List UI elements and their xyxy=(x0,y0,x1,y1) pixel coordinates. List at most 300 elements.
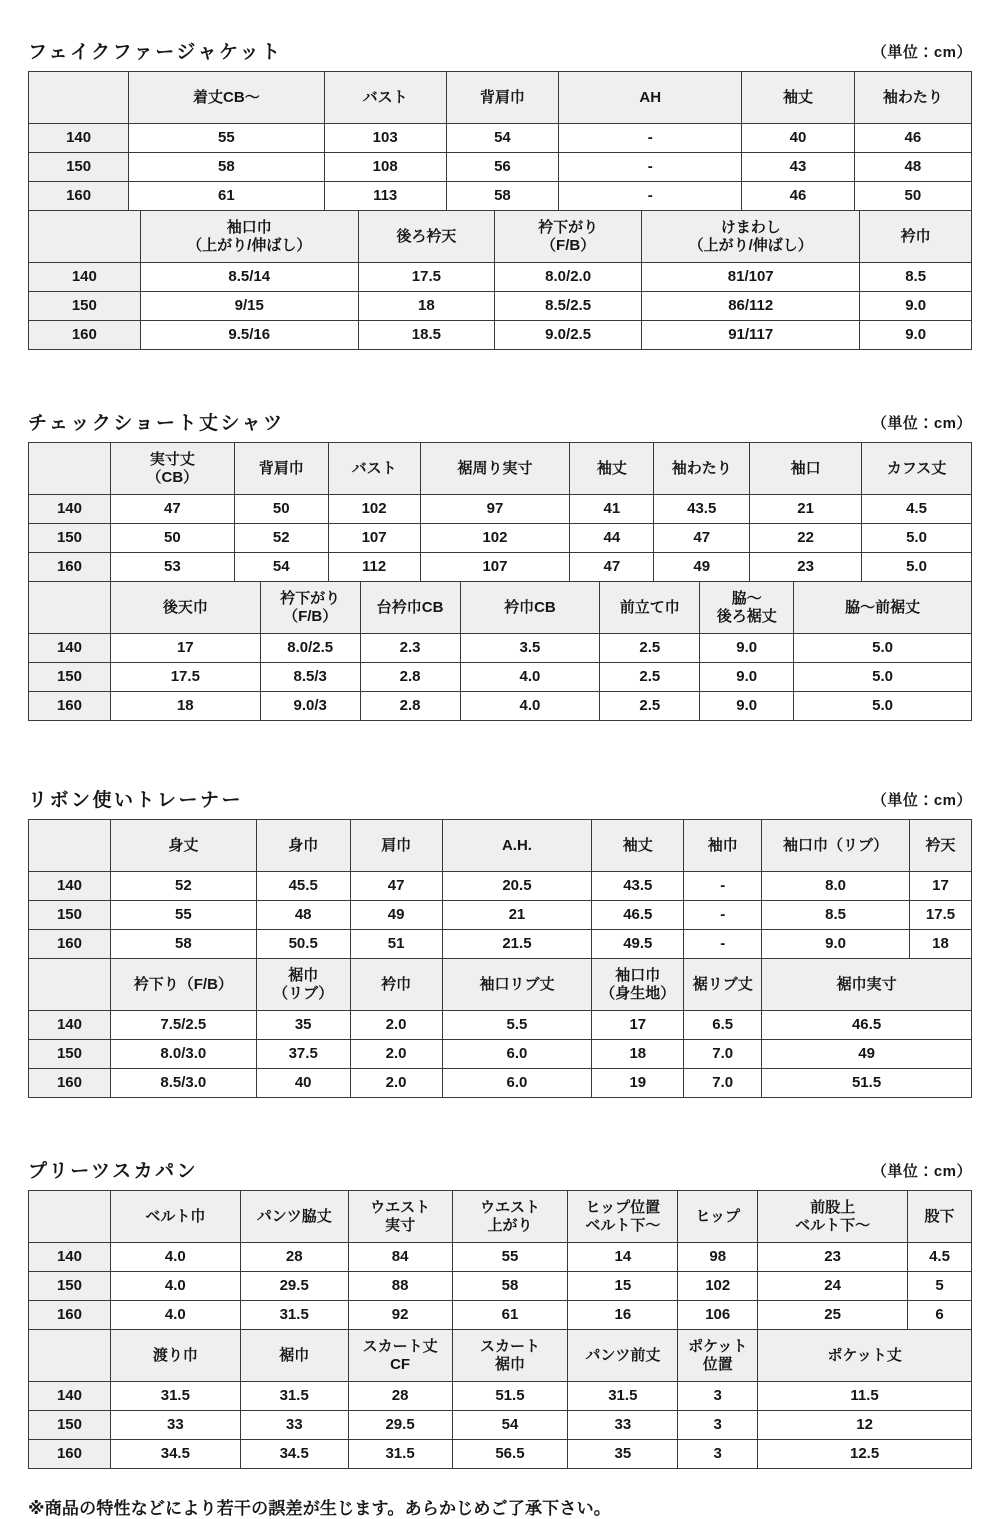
measurement-cell: 46 xyxy=(854,124,971,153)
size-table-upper xyxy=(28,819,972,959)
column-header: 裾巾 （リブ） xyxy=(256,959,350,1011)
measurement-cell: 50 xyxy=(854,182,971,211)
measurement-cell: 61 xyxy=(129,182,324,211)
measurement-cell: 48 xyxy=(256,901,350,930)
measurement-cell: 23 xyxy=(750,553,862,582)
column-header: AH xyxy=(559,72,742,124)
table-row xyxy=(29,1272,972,1301)
unit-note: （単位：cm） xyxy=(871,792,972,809)
column-header: 身巾 xyxy=(256,820,350,872)
measurement-cell: 47 xyxy=(350,872,442,901)
size-label: 140 xyxy=(29,634,111,663)
column-header: パンツ脇丈 xyxy=(240,1191,348,1243)
measurement-cell: - xyxy=(684,872,762,901)
table-corner-cell xyxy=(29,1191,111,1243)
table-row xyxy=(29,1069,972,1098)
measurement-cell: 31.5 xyxy=(240,1382,348,1411)
column-header: 袖丈 xyxy=(570,443,654,495)
column-header: ポケット丈 xyxy=(758,1330,972,1382)
measurement-cell: 102 xyxy=(328,495,420,524)
column-header: 後天巾 xyxy=(110,582,260,634)
size-label: 150 xyxy=(29,292,141,321)
measurement-cell: 8.0/2.0 xyxy=(495,263,642,292)
measurement-cell: 9.0 xyxy=(860,292,972,321)
measurement-cell: 91/117 xyxy=(642,321,860,350)
measurement-cell: 3 xyxy=(678,1411,758,1440)
size-label: 150 xyxy=(29,663,111,692)
section-header xyxy=(28,41,972,64)
measurement-cell: 53 xyxy=(110,553,234,582)
column-header: 衿巾 xyxy=(860,211,972,263)
measurement-cell: 2.0 xyxy=(350,1040,442,1069)
size-label: 140 xyxy=(29,872,111,901)
table-header-row xyxy=(29,72,972,124)
measurement-cell: 50 xyxy=(234,495,328,524)
measurement-cell: 17.5 xyxy=(358,263,494,292)
column-header: 肩巾 xyxy=(350,820,442,872)
measurement-cell: 4.0 xyxy=(110,1272,240,1301)
measurement-cell: 103 xyxy=(324,124,446,153)
measurement-cell: 44 xyxy=(570,524,654,553)
measurement-cell: 12 xyxy=(758,1411,972,1440)
measurement-cell: 43.5 xyxy=(592,872,684,901)
measurement-cell: 58 xyxy=(446,182,558,211)
column-header: 身丈 xyxy=(110,820,256,872)
measurement-cell: 21.5 xyxy=(442,930,592,959)
measurement-cell: 2.5 xyxy=(600,692,700,721)
measurement-cell: 28 xyxy=(348,1382,452,1411)
measurement-cell: 47 xyxy=(110,495,234,524)
measurement-cell: 112 xyxy=(328,553,420,582)
measurement-cell: 21 xyxy=(750,495,862,524)
section-check-short-shirt xyxy=(28,412,972,721)
measurement-cell: 55 xyxy=(452,1243,568,1272)
column-header: 後ろ衿天 xyxy=(358,211,494,263)
measurement-cell: 107 xyxy=(328,524,420,553)
column-header: 衿巾 xyxy=(350,959,442,1011)
size-table-lower xyxy=(28,581,972,721)
size-label: 160 xyxy=(29,930,111,959)
column-header: 衿下がり （F/B） xyxy=(260,582,360,634)
table-header-row xyxy=(29,443,972,495)
column-header: スカート丈 CF xyxy=(348,1330,452,1382)
measurement-cell: 88 xyxy=(348,1272,452,1301)
column-header: 衿天 xyxy=(909,820,971,872)
measurement-cell: 46.5 xyxy=(762,1011,972,1040)
column-header: 衿下がり （F/B） xyxy=(495,211,642,263)
table-row xyxy=(29,524,972,553)
size-label: 150 xyxy=(29,1411,111,1440)
table-header-row xyxy=(29,1191,972,1243)
section-title: リボン使いトレーナー xyxy=(28,790,244,812)
size-label: 140 xyxy=(29,1382,111,1411)
column-header: カフス丈 xyxy=(862,443,972,495)
measurement-cell: 97 xyxy=(420,495,570,524)
measurement-cell: 8.5 xyxy=(860,263,972,292)
measurement-cell: 34.5 xyxy=(110,1440,240,1469)
measurement-cell: 51 xyxy=(350,930,442,959)
table-row xyxy=(29,1440,972,1469)
measurement-cell: 18 xyxy=(110,692,260,721)
measurement-cell: 5.0 xyxy=(794,634,972,663)
measurement-cell: 21 xyxy=(442,901,592,930)
measurement-cell: 52 xyxy=(110,872,256,901)
column-header: 袖わたり xyxy=(854,72,971,124)
measurement-cell: 25 xyxy=(758,1301,908,1330)
column-header: ウエスト 実寸 xyxy=(348,1191,452,1243)
table-row xyxy=(29,321,972,350)
measurement-cell: 108 xyxy=(324,153,446,182)
measurement-cell: 17 xyxy=(592,1011,684,1040)
measurement-cell: 92 xyxy=(348,1301,452,1330)
section-title: プリーツスカパン xyxy=(28,1161,199,1183)
column-header: 実寸丈 （CB） xyxy=(110,443,234,495)
measurement-cell: 18.5 xyxy=(358,321,494,350)
measurement-cell: 55 xyxy=(110,901,256,930)
unit-note: （単位：cm） xyxy=(871,1163,972,1180)
measurement-cell: 9/15 xyxy=(140,292,358,321)
column-header: ベルト巾 xyxy=(110,1191,240,1243)
size-label: 140 xyxy=(29,1011,111,1040)
measurement-cell: 3 xyxy=(678,1440,758,1469)
measurement-cell: 6.5 xyxy=(684,1011,762,1040)
measurement-cell: 8.0/3.0 xyxy=(110,1040,256,1069)
measurement-cell: 43 xyxy=(742,153,854,182)
column-header: バスト xyxy=(328,443,420,495)
column-header: 裾周り実寸 xyxy=(420,443,570,495)
measurement-cell: 4.5 xyxy=(862,495,972,524)
table-row xyxy=(29,153,972,182)
table-row xyxy=(29,263,972,292)
size-label: 140 xyxy=(29,495,111,524)
measurement-cell: 49 xyxy=(654,553,750,582)
measurement-cell: 31.5 xyxy=(240,1301,348,1330)
column-header: 衿巾CB xyxy=(460,582,600,634)
measurement-cell: 98 xyxy=(678,1243,758,1272)
measurement-cell: 49 xyxy=(762,1040,972,1069)
measurement-cell: 9.0 xyxy=(700,634,794,663)
measurement-cell: 18 xyxy=(592,1040,684,1069)
measurement-cell: 8.5/14 xyxy=(140,263,358,292)
measurement-cell: 18 xyxy=(909,930,971,959)
measurement-cell: 107 xyxy=(420,553,570,582)
table-header-row xyxy=(29,582,972,634)
size-label: 160 xyxy=(29,553,111,582)
table-corner-cell xyxy=(29,959,111,1011)
measurement-cell: 41 xyxy=(570,495,654,524)
column-header: 袖口巾 （身生地） xyxy=(592,959,684,1011)
section-ribbon-sweatshirt xyxy=(28,789,972,1098)
size-label: 150 xyxy=(29,901,111,930)
unit-note: （単位：cm） xyxy=(871,415,972,432)
column-header: A.H. xyxy=(442,820,592,872)
column-header: 背肩巾 xyxy=(234,443,328,495)
column-header: 裾リブ丈 xyxy=(684,959,762,1011)
measurement-cell: 2.0 xyxy=(350,1011,442,1040)
measurement-cell: 5.0 xyxy=(862,553,972,582)
table-row xyxy=(29,292,972,321)
measurement-cell: 8.0 xyxy=(762,872,910,901)
measurement-cell: 49 xyxy=(350,901,442,930)
measurement-cell: 20.5 xyxy=(442,872,592,901)
measurement-cell: 29.5 xyxy=(240,1272,348,1301)
size-table-lower xyxy=(28,958,972,1098)
measurement-cell: 7.0 xyxy=(684,1069,762,1098)
measurement-cell: 9.0/3 xyxy=(260,692,360,721)
table-row xyxy=(29,872,972,901)
measurement-cell: 2.0 xyxy=(350,1069,442,1098)
column-header: 股下 xyxy=(908,1191,972,1243)
column-header: 脇〜 後ろ裾丈 xyxy=(700,582,794,634)
column-header: 袖巾 xyxy=(684,820,762,872)
measurement-cell: 29.5 xyxy=(348,1411,452,1440)
table-row xyxy=(29,901,972,930)
measurement-cell: 54 xyxy=(452,1411,568,1440)
measurement-cell: 50.5 xyxy=(256,930,350,959)
column-header: 脇〜前裾丈 xyxy=(794,582,972,634)
column-header: 衿下り（F/B） xyxy=(110,959,256,1011)
column-header: ポケット 位置 xyxy=(678,1330,758,1382)
measurement-cell: - xyxy=(559,182,742,211)
measurement-cell: 106 xyxy=(678,1301,758,1330)
table-row xyxy=(29,495,972,524)
measurement-cell: 5 xyxy=(908,1272,972,1301)
measurement-cell: 4.0 xyxy=(460,692,600,721)
size-label: 150 xyxy=(29,153,129,182)
measurement-cell: 31.5 xyxy=(568,1382,678,1411)
unit-note: （単位：cm） xyxy=(871,44,972,61)
size-chart-page xyxy=(0,41,1000,1518)
measurement-cell: 17 xyxy=(110,634,260,663)
measurement-cell: 15 xyxy=(568,1272,678,1301)
measurement-cell: 19 xyxy=(592,1069,684,1098)
table-corner-cell xyxy=(29,211,141,263)
measurement-cell: 6.0 xyxy=(442,1040,592,1069)
size-label: 160 xyxy=(29,1440,111,1469)
measurement-cell: 58 xyxy=(452,1272,568,1301)
measurement-cell: 102 xyxy=(678,1272,758,1301)
measurement-cell: 9.0 xyxy=(762,930,910,959)
measurement-cell: 31.5 xyxy=(110,1382,240,1411)
measurement-cell: 113 xyxy=(324,182,446,211)
column-header: ウエスト 上がり xyxy=(452,1191,568,1243)
table-header-row xyxy=(29,211,972,263)
measurement-cell: 6 xyxy=(908,1301,972,1330)
measurement-cell: 58 xyxy=(129,153,324,182)
size-label: 140 xyxy=(29,1243,111,1272)
measurement-cell: 3 xyxy=(678,1382,758,1411)
measurement-cell: 47 xyxy=(654,524,750,553)
measurement-cell: 11.5 xyxy=(758,1382,972,1411)
column-header: 裾巾実寸 xyxy=(762,959,972,1011)
table-header-row xyxy=(29,959,972,1011)
table-row xyxy=(29,124,972,153)
size-label: 140 xyxy=(29,263,141,292)
size-label: 160 xyxy=(29,321,141,350)
measurement-cell: 54 xyxy=(446,124,558,153)
measurement-cell: 84 xyxy=(348,1243,452,1272)
measurement-cell: 9.5/16 xyxy=(140,321,358,350)
measurement-cell: 54 xyxy=(234,553,328,582)
measurement-cell: 24 xyxy=(758,1272,908,1301)
table-row xyxy=(29,634,972,663)
measurement-cell: 5.0 xyxy=(794,663,972,692)
table-corner-cell xyxy=(29,1330,111,1382)
column-header: スカート 裾巾 xyxy=(452,1330,568,1382)
column-header: 袖口 xyxy=(750,443,862,495)
section-title: チェックショート丈シャツ xyxy=(28,413,285,435)
measurement-cell: 81/107 xyxy=(642,263,860,292)
measurement-cell: 8.5/3.0 xyxy=(110,1069,256,1098)
measurement-cell: 56 xyxy=(446,153,558,182)
measurement-cell: 40 xyxy=(256,1069,350,1098)
size-table-upper xyxy=(28,442,972,582)
measurement-cell: 37.5 xyxy=(256,1040,350,1069)
measurement-cell: 58 xyxy=(110,930,256,959)
measurement-cell: 6.0 xyxy=(442,1069,592,1098)
column-header: 台衿巾CB xyxy=(360,582,460,634)
measurement-cell: 102 xyxy=(420,524,570,553)
measurement-cell: - xyxy=(684,901,762,930)
measurement-cell: 46 xyxy=(742,182,854,211)
measurement-cell: 3.5 xyxy=(460,634,600,663)
measurement-cell: 56.5 xyxy=(452,1440,568,1469)
column-header: ヒップ位置 ベルト下〜 xyxy=(568,1191,678,1243)
table-row xyxy=(29,1040,972,1069)
footnote: ※商品の特性などにより若干の誤差が生じます。あらかじめご了承下さい。 xyxy=(28,1499,611,1518)
table-header-row xyxy=(29,820,972,872)
size-label: 160 xyxy=(29,1069,111,1098)
column-header: バスト xyxy=(324,72,446,124)
measurement-cell: 23 xyxy=(758,1243,908,1272)
measurement-cell: 4.5 xyxy=(908,1243,972,1272)
section-fake-fur-jacket xyxy=(28,41,972,350)
column-header: 袖丈 xyxy=(742,72,854,124)
column-header: 前股上 ベルト下〜 xyxy=(758,1191,908,1243)
measurement-cell: 4.0 xyxy=(110,1301,240,1330)
measurement-cell: 47 xyxy=(570,553,654,582)
table-row xyxy=(29,1301,972,1330)
measurement-cell: 4.0 xyxy=(110,1243,240,1272)
measurement-cell: 33 xyxy=(240,1411,348,1440)
table-corner-cell xyxy=(29,443,111,495)
measurement-cell: - xyxy=(684,930,762,959)
measurement-cell: 46.5 xyxy=(592,901,684,930)
measurement-cell: 35 xyxy=(568,1440,678,1469)
measurement-cell: 9.0 xyxy=(700,663,794,692)
section-header xyxy=(28,412,972,435)
column-header: 袖口巾 （上がり/伸ばし） xyxy=(140,211,358,263)
measurement-cell: 7.5/2.5 xyxy=(110,1011,256,1040)
table-row xyxy=(29,663,972,692)
table-corner-cell xyxy=(29,72,129,124)
table-row xyxy=(29,182,972,211)
size-label: 150 xyxy=(29,524,111,553)
table-header-row xyxy=(29,1330,972,1382)
measurement-cell: 2.5 xyxy=(600,663,700,692)
column-header: 前立て巾 xyxy=(600,582,700,634)
measurement-cell: 5.0 xyxy=(794,692,972,721)
table-row xyxy=(29,930,972,959)
section-header xyxy=(28,789,972,812)
size-table-lower xyxy=(28,210,972,350)
column-header: 渡り巾 xyxy=(110,1330,240,1382)
measurement-cell: 12.5 xyxy=(758,1440,972,1469)
section-title: フェイクファージャケット xyxy=(28,42,283,64)
measurement-cell: 43.5 xyxy=(654,495,750,524)
measurement-cell: 8.5/3 xyxy=(260,663,360,692)
measurement-cell: 2.3 xyxy=(360,634,460,663)
column-header: 袖口リブ丈 xyxy=(442,959,592,1011)
measurement-cell: 9.0/2.5 xyxy=(495,321,642,350)
measurement-cell: 2.5 xyxy=(600,634,700,663)
measurement-cell: - xyxy=(559,124,742,153)
measurement-cell: 28 xyxy=(240,1243,348,1272)
measurement-cell: - xyxy=(559,153,742,182)
section-pleated-skirt-pants xyxy=(28,1160,972,1469)
size-table-upper xyxy=(28,1190,972,1330)
measurement-cell: 33 xyxy=(110,1411,240,1440)
column-header: 着丈CB〜 xyxy=(129,72,324,124)
measurement-cell: 52 xyxy=(234,524,328,553)
column-header: パンツ前丈 xyxy=(568,1330,678,1382)
table-row xyxy=(29,1243,972,1272)
measurement-cell: 17.5 xyxy=(110,663,260,692)
measurement-cell: 50 xyxy=(110,524,234,553)
measurement-cell: 7.0 xyxy=(684,1040,762,1069)
table-row xyxy=(29,553,972,582)
table-row xyxy=(29,1011,972,1040)
size-label: 160 xyxy=(29,1301,111,1330)
measurement-cell: 5.0 xyxy=(862,524,972,553)
measurement-cell: 22 xyxy=(750,524,862,553)
size-label: 150 xyxy=(29,1040,111,1069)
measurement-cell: 2.8 xyxy=(360,692,460,721)
table-corner-cell xyxy=(29,582,111,634)
size-label: 160 xyxy=(29,692,111,721)
measurement-cell: 40 xyxy=(742,124,854,153)
column-header: けまわし （上がり/伸ばし） xyxy=(642,211,860,263)
table-row xyxy=(29,692,972,721)
size-label: 150 xyxy=(29,1272,111,1301)
measurement-cell: 34.5 xyxy=(240,1440,348,1469)
measurement-cell: 51.5 xyxy=(762,1069,972,1098)
measurement-cell: 2.8 xyxy=(360,663,460,692)
size-label: 160 xyxy=(29,182,129,211)
column-header: 背肩巾 xyxy=(446,72,558,124)
measurement-cell: 33 xyxy=(568,1411,678,1440)
size-table-upper xyxy=(28,71,972,211)
measurement-cell: 86/112 xyxy=(642,292,860,321)
measurement-cell: 14 xyxy=(568,1243,678,1272)
measurement-cell: 18 xyxy=(358,292,494,321)
section-header xyxy=(28,1160,972,1183)
measurement-cell: 55 xyxy=(129,124,324,153)
measurement-cell: 17.5 xyxy=(909,901,971,930)
measurement-cell: 9.0 xyxy=(700,692,794,721)
measurement-cell: 49.5 xyxy=(592,930,684,959)
column-header: 袖丈 xyxy=(592,820,684,872)
measurement-cell: 48 xyxy=(854,153,971,182)
measurement-cell: 61 xyxy=(452,1301,568,1330)
measurement-cell: 8.5/2.5 xyxy=(495,292,642,321)
measurement-cell: 51.5 xyxy=(452,1382,568,1411)
size-table-lower xyxy=(28,1329,972,1469)
measurement-cell: 5.5 xyxy=(442,1011,592,1040)
measurement-cell: 9.0 xyxy=(860,321,972,350)
measurement-cell: 31.5 xyxy=(348,1440,452,1469)
measurement-cell: 4.0 xyxy=(460,663,600,692)
